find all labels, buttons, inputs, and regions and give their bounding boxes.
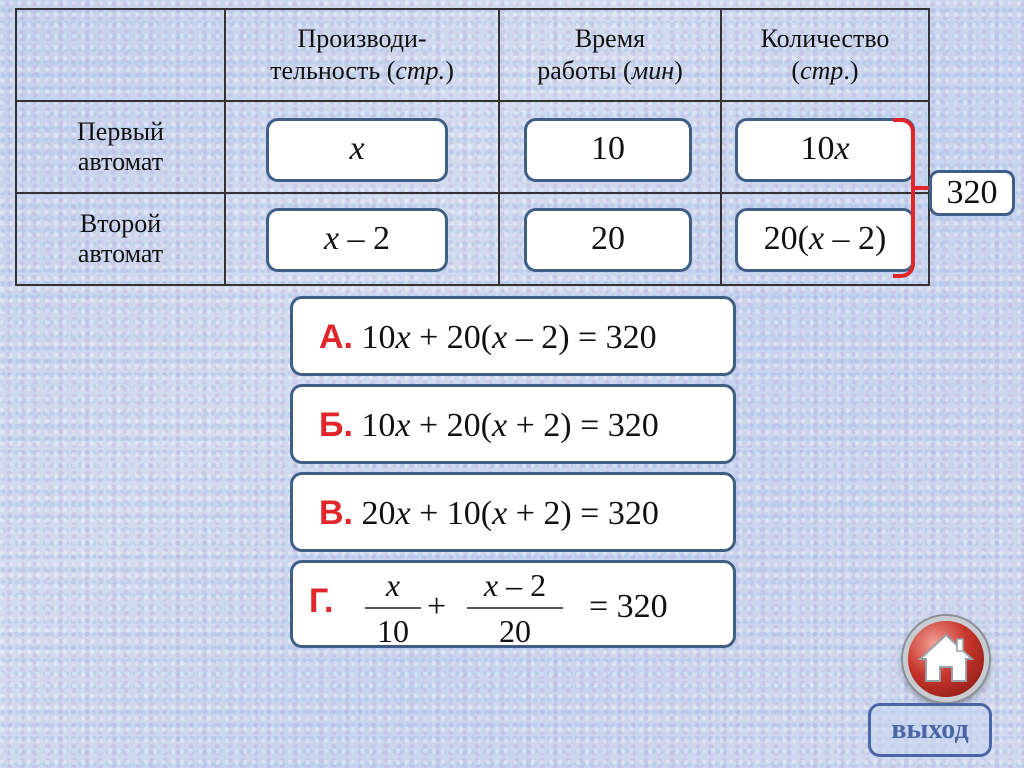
header-time: Время работы (мин) <box>499 9 721 101</box>
option-v-letter: В. <box>319 494 353 532</box>
option-b-letter: Б. <box>319 406 353 444</box>
header-productivity: Производи- тельность (стр.) <box>225 9 499 101</box>
exit-button[interactable]: выход <box>868 703 992 757</box>
option-a-letter: А. <box>319 318 353 356</box>
option-g-letter: Г. <box>309 582 334 620</box>
sum-bracket <box>893 118 915 278</box>
option-v[interactable]: В. 20x + 10(x + 2) = 320 <box>290 472 736 552</box>
option-g-rhs: = 320 <box>589 588 668 625</box>
fraction-x-over-10: x 10 <box>365 567 421 649</box>
home-icon <box>908 621 984 697</box>
time-first-value: 10 <box>524 118 692 182</box>
home-button[interactable] <box>903 616 989 702</box>
amount-first-value: 10x <box>735 118 915 182</box>
row-label-second: Второй автомат <box>16 193 225 285</box>
option-g[interactable] <box>290 560 736 648</box>
fraction-x-minus-2-over-20: x – 2 20 <box>467 567 563 649</box>
amount-second-value: 20(x – 2) <box>735 208 915 272</box>
total-value: 320 <box>929 170 1015 216</box>
plus-sign: + <box>427 588 447 625</box>
option-b[interactable]: Б. 10x + 20(x + 2) = 320 <box>290 384 736 464</box>
time-second-value: 20 <box>524 208 692 272</box>
empty-header-cell <box>16 9 225 101</box>
option-a[interactable]: А. 10x + 20(x – 2) = 320 <box>290 296 736 376</box>
sum-bracket-tick <box>911 186 929 190</box>
header-amount: Количество (стр.) <box>721 9 929 101</box>
row-label-first: Первый автомат <box>16 101 225 193</box>
productivity-first-value: x <box>266 118 448 182</box>
productivity-second-value: x – 2 <box>266 208 448 272</box>
